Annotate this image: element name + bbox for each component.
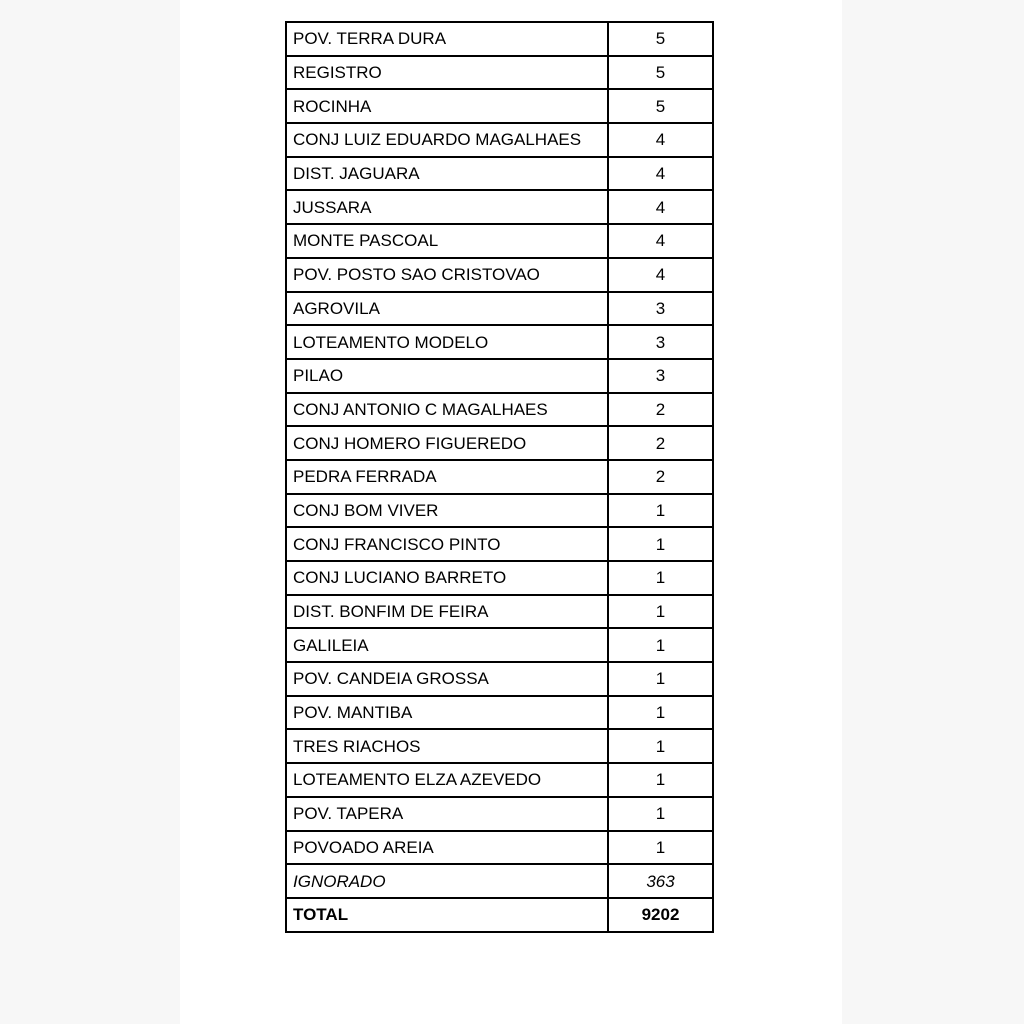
location-name: POV. CANDEIA GROSSA (286, 662, 608, 696)
table-row (286, 258, 713, 292)
location-name: JUSSARA (286, 190, 608, 224)
ignorado-label: IGNORADO (286, 864, 608, 898)
neighborhood-count-table (285, 21, 714, 933)
location-count: 1 (608, 662, 713, 696)
location-count: 2 (608, 460, 713, 494)
ignorado-value: 363 (608, 864, 713, 898)
table-row (286, 325, 713, 359)
table-row (286, 393, 713, 427)
table-row (286, 56, 713, 90)
location-count: 1 (608, 494, 713, 528)
table-row (286, 628, 713, 662)
table-row (286, 729, 713, 763)
table-row (286, 696, 713, 730)
location-name: CONJ HOMERO FIGUEREDO (286, 426, 608, 460)
location-count: 1 (608, 628, 713, 662)
table-row (286, 460, 713, 494)
location-name: REGISTRO (286, 56, 608, 90)
total-value: 9202 (608, 898, 713, 932)
table-row (286, 763, 713, 797)
location-count: 1 (608, 561, 713, 595)
location-name: DIST. JAGUARA (286, 157, 608, 191)
total-label: TOTAL (286, 898, 608, 932)
location-count: 5 (608, 89, 713, 123)
location-count: 2 (608, 393, 713, 427)
table-row (286, 831, 713, 865)
location-count: 4 (608, 190, 713, 224)
location-name: POV. TERRA DURA (286, 22, 608, 56)
ignorado-row (286, 864, 713, 898)
table-row (286, 123, 713, 157)
location-name: DIST. BONFIM DE FEIRA (286, 595, 608, 629)
location-count: 3 (608, 292, 713, 326)
location-name: PEDRA FERRADA (286, 460, 608, 494)
location-name: PILAO (286, 359, 608, 393)
table-row (286, 22, 713, 56)
location-name: AGROVILA (286, 292, 608, 326)
location-count: 1 (608, 797, 713, 831)
location-name: POV. POSTO SAO CRISTOVAO (286, 258, 608, 292)
location-name: CONJ LUCIANO BARRETO (286, 561, 608, 595)
table-row (286, 561, 713, 595)
table-row (286, 157, 713, 191)
location-name: LOTEAMENTO ELZA AZEVEDO (286, 763, 608, 797)
location-name: GALILEIA (286, 628, 608, 662)
total-row (286, 898, 713, 932)
location-count: 1 (608, 763, 713, 797)
location-name: POV. MANTIBA (286, 696, 608, 730)
location-count: 4 (608, 123, 713, 157)
location-count: 4 (608, 258, 713, 292)
location-name: ROCINHA (286, 89, 608, 123)
location-name: POV. TAPERA (286, 797, 608, 831)
location-count: 2 (608, 426, 713, 460)
location-name: CONJ ANTONIO C MAGALHAES (286, 393, 608, 427)
table-row (286, 224, 713, 258)
location-count: 1 (608, 595, 713, 629)
location-count: 1 (608, 527, 713, 561)
table-row (286, 89, 713, 123)
location-count: 1 (608, 696, 713, 730)
location-name: TRES RIACHOS (286, 729, 608, 763)
location-count: 3 (608, 359, 713, 393)
table-row (286, 292, 713, 326)
table-row (286, 595, 713, 629)
table-body (286, 22, 713, 932)
table-row (286, 359, 713, 393)
location-name: POVOADO AREIA (286, 831, 608, 865)
table-row (286, 494, 713, 528)
location-name: LOTEAMENTO MODELO (286, 325, 608, 359)
location-name: CONJ LUIZ EDUARDO MAGALHAES (286, 123, 608, 157)
location-count: 4 (608, 224, 713, 258)
location-count: 5 (608, 56, 713, 90)
table-row (286, 190, 713, 224)
table-row (286, 797, 713, 831)
location-name: MONTE PASCOAL (286, 224, 608, 258)
location-count: 1 (608, 729, 713, 763)
location-count: 4 (608, 157, 713, 191)
location-count: 3 (608, 325, 713, 359)
table-row (286, 527, 713, 561)
table-row (286, 426, 713, 460)
location-count: 5 (608, 22, 713, 56)
location-name: CONJ BOM VIVER (286, 494, 608, 528)
location-count: 1 (608, 831, 713, 865)
location-name: CONJ FRANCISCO PINTO (286, 527, 608, 561)
table-row (286, 662, 713, 696)
